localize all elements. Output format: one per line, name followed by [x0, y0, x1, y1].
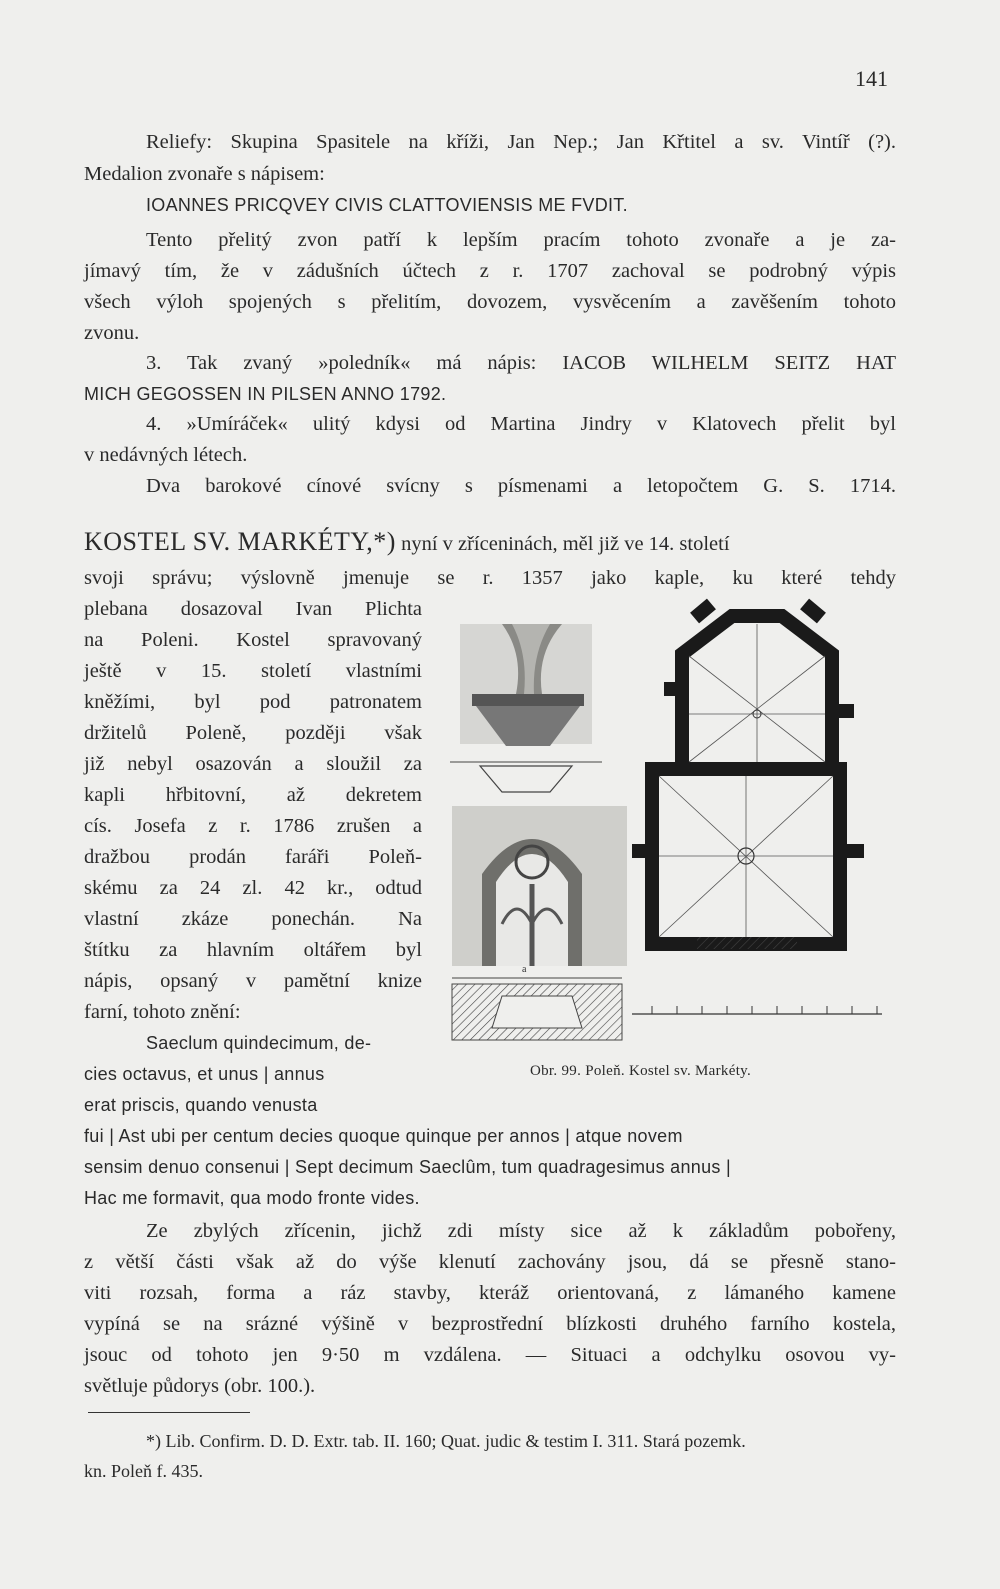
text-line: Hac me formavit, qua modo fronte vides.: [84, 1188, 420, 1208]
text-line: 4. »Umíráček« ulitý kdysi od Martina Jindry v Klatovech přelit byl: [146, 413, 896, 435]
text-line: kapli hřbitovní, až dekretem: [84, 784, 422, 806]
text-line: na Poleni. Kostel spravovaný: [84, 629, 422, 651]
text-line: fui | Ast ubi per centum decies quoque quinque per annos | atque novem: [84, 1126, 683, 1146]
footnote-rule: [88, 1412, 250, 1413]
text-line: svoji správu; výslovně jmenuje se r. 1357 jako kaple, ku které tehdy: [84, 567, 896, 589]
text-line: Medalion zvonaře s nápisem:: [84, 163, 325, 185]
text-line: vypíná se na srázné výšině v bezprostřední blízkosti druhého farního kostela,: [84, 1313, 896, 1335]
text-line: erat priscis, quando venusta: [84, 1095, 318, 1115]
page-number: 141: [855, 66, 888, 91]
text-line: v nedávných létech.: [84, 444, 248, 466]
text-line: skému za 24 zl. 42 kr., odtud: [84, 877, 422, 899]
text-line: nápis, opsaný v pamětní knize: [84, 970, 422, 992]
text-line: zvonu.: [84, 322, 140, 344]
ground-plan: [632, 599, 882, 1014]
figure-caption: Obr. 99. Poleň. Kostel sv. Markéty.: [530, 1063, 752, 1079]
heading-rest: nyní v zříceninách, měl již ve 14. století: [401, 533, 730, 555]
text-line: sensim denuo consenui | Sept decimum Saeclûm, tum quadragesimus annus |: [84, 1157, 731, 1177]
text-line: Saeclum quindecimum, de-: [146, 1033, 372, 1053]
text-line: ještě v 15. století vlastními: [84, 660, 422, 682]
text-line: dražbou prodán faráři Poleň-: [84, 846, 422, 868]
rib-detail: [450, 624, 602, 792]
window-detail: [452, 806, 627, 1040]
text-line: vlastní zkáze ponechán. Na: [84, 908, 422, 930]
text-line: kněžími, byl pod patronatem: [84, 691, 422, 713]
text-line: již nebyl osazován a sloužil za: [84, 753, 422, 775]
text-line: štítku za hlavním oltářem byl: [84, 939, 422, 961]
text-line: světluje půdorys (obr. 100.).: [84, 1375, 316, 1397]
heading-title: KOSTEL SV. MARKÉTY,*): [84, 527, 396, 556]
figure-label-a: a: [522, 964, 527, 975]
text-line: jsouc od tohoto jen 9·50 m vzdálena. — Situaci a odchylku osovou vy-: [84, 1344, 896, 1366]
text-line: MICH GEGOSSEN IN PILSEN ANNO 1792.: [84, 384, 447, 404]
text-line: IOANNES PRICQVEY CIVIS CLATTOVIENSIS ME FVDIT.: [146, 195, 628, 215]
text-line: cís. Josefa z r. 1786 zrušen a: [84, 815, 422, 837]
text-line: kn. Poleň f. 435.: [84, 1461, 203, 1481]
text-line: farní, tohoto znění:: [84, 1001, 241, 1023]
text-line: držitelů Poleně, později však: [84, 722, 422, 744]
section-heading: [84, 527, 730, 556]
text-line: plebana dosazoval Ivan Plichta: [84, 598, 422, 620]
text-line: viti rozsah, forma a ráz stavby, kteráž orientovaná, z lámaného kamene: [84, 1282, 896, 1304]
text-line: Ze zbylých zřícenin, jichž zdi místy sice až k základům pobořeny,: [146, 1220, 896, 1242]
text-line: Reliefy: Skupina Spasitele na kříži, Jan Nep.; Jan Křtitel a sv. Vintíř (?).: [146, 131, 896, 153]
text-line: cies octavus, et unus | annus: [84, 1064, 325, 1084]
text-line: 3. Tak zvaný »poledník« má nápis: IACOB WILHELM SEITZ HAT: [146, 352, 896, 374]
church-figure: [432, 594, 902, 1064]
text-line: Tento přelitý zvon patří k lepším pracím tohoto zvonaře a je za-: [146, 229, 896, 251]
text-line: jímavý tím, že v zádušních účtech z r. 1707 zachoval se podrobný výpis: [84, 260, 896, 282]
text-line: z větší části však až do výše klenutí zachovány jsou, dá se přesně stano-: [84, 1251, 896, 1273]
text-line: *) Lib. Confirm. D. D. Extr. tab. II. 160; Quat. judic & testim I. 311. Stará pozemk.: [146, 1431, 746, 1451]
text-line: všech výloh spojených s přelitím, dovozem, vysvěcením a zavěšením tohoto: [84, 291, 896, 313]
text-line: Dva barokové cínové svícny s písmenami a letopočtem G. S. 1714.: [146, 475, 896, 497]
